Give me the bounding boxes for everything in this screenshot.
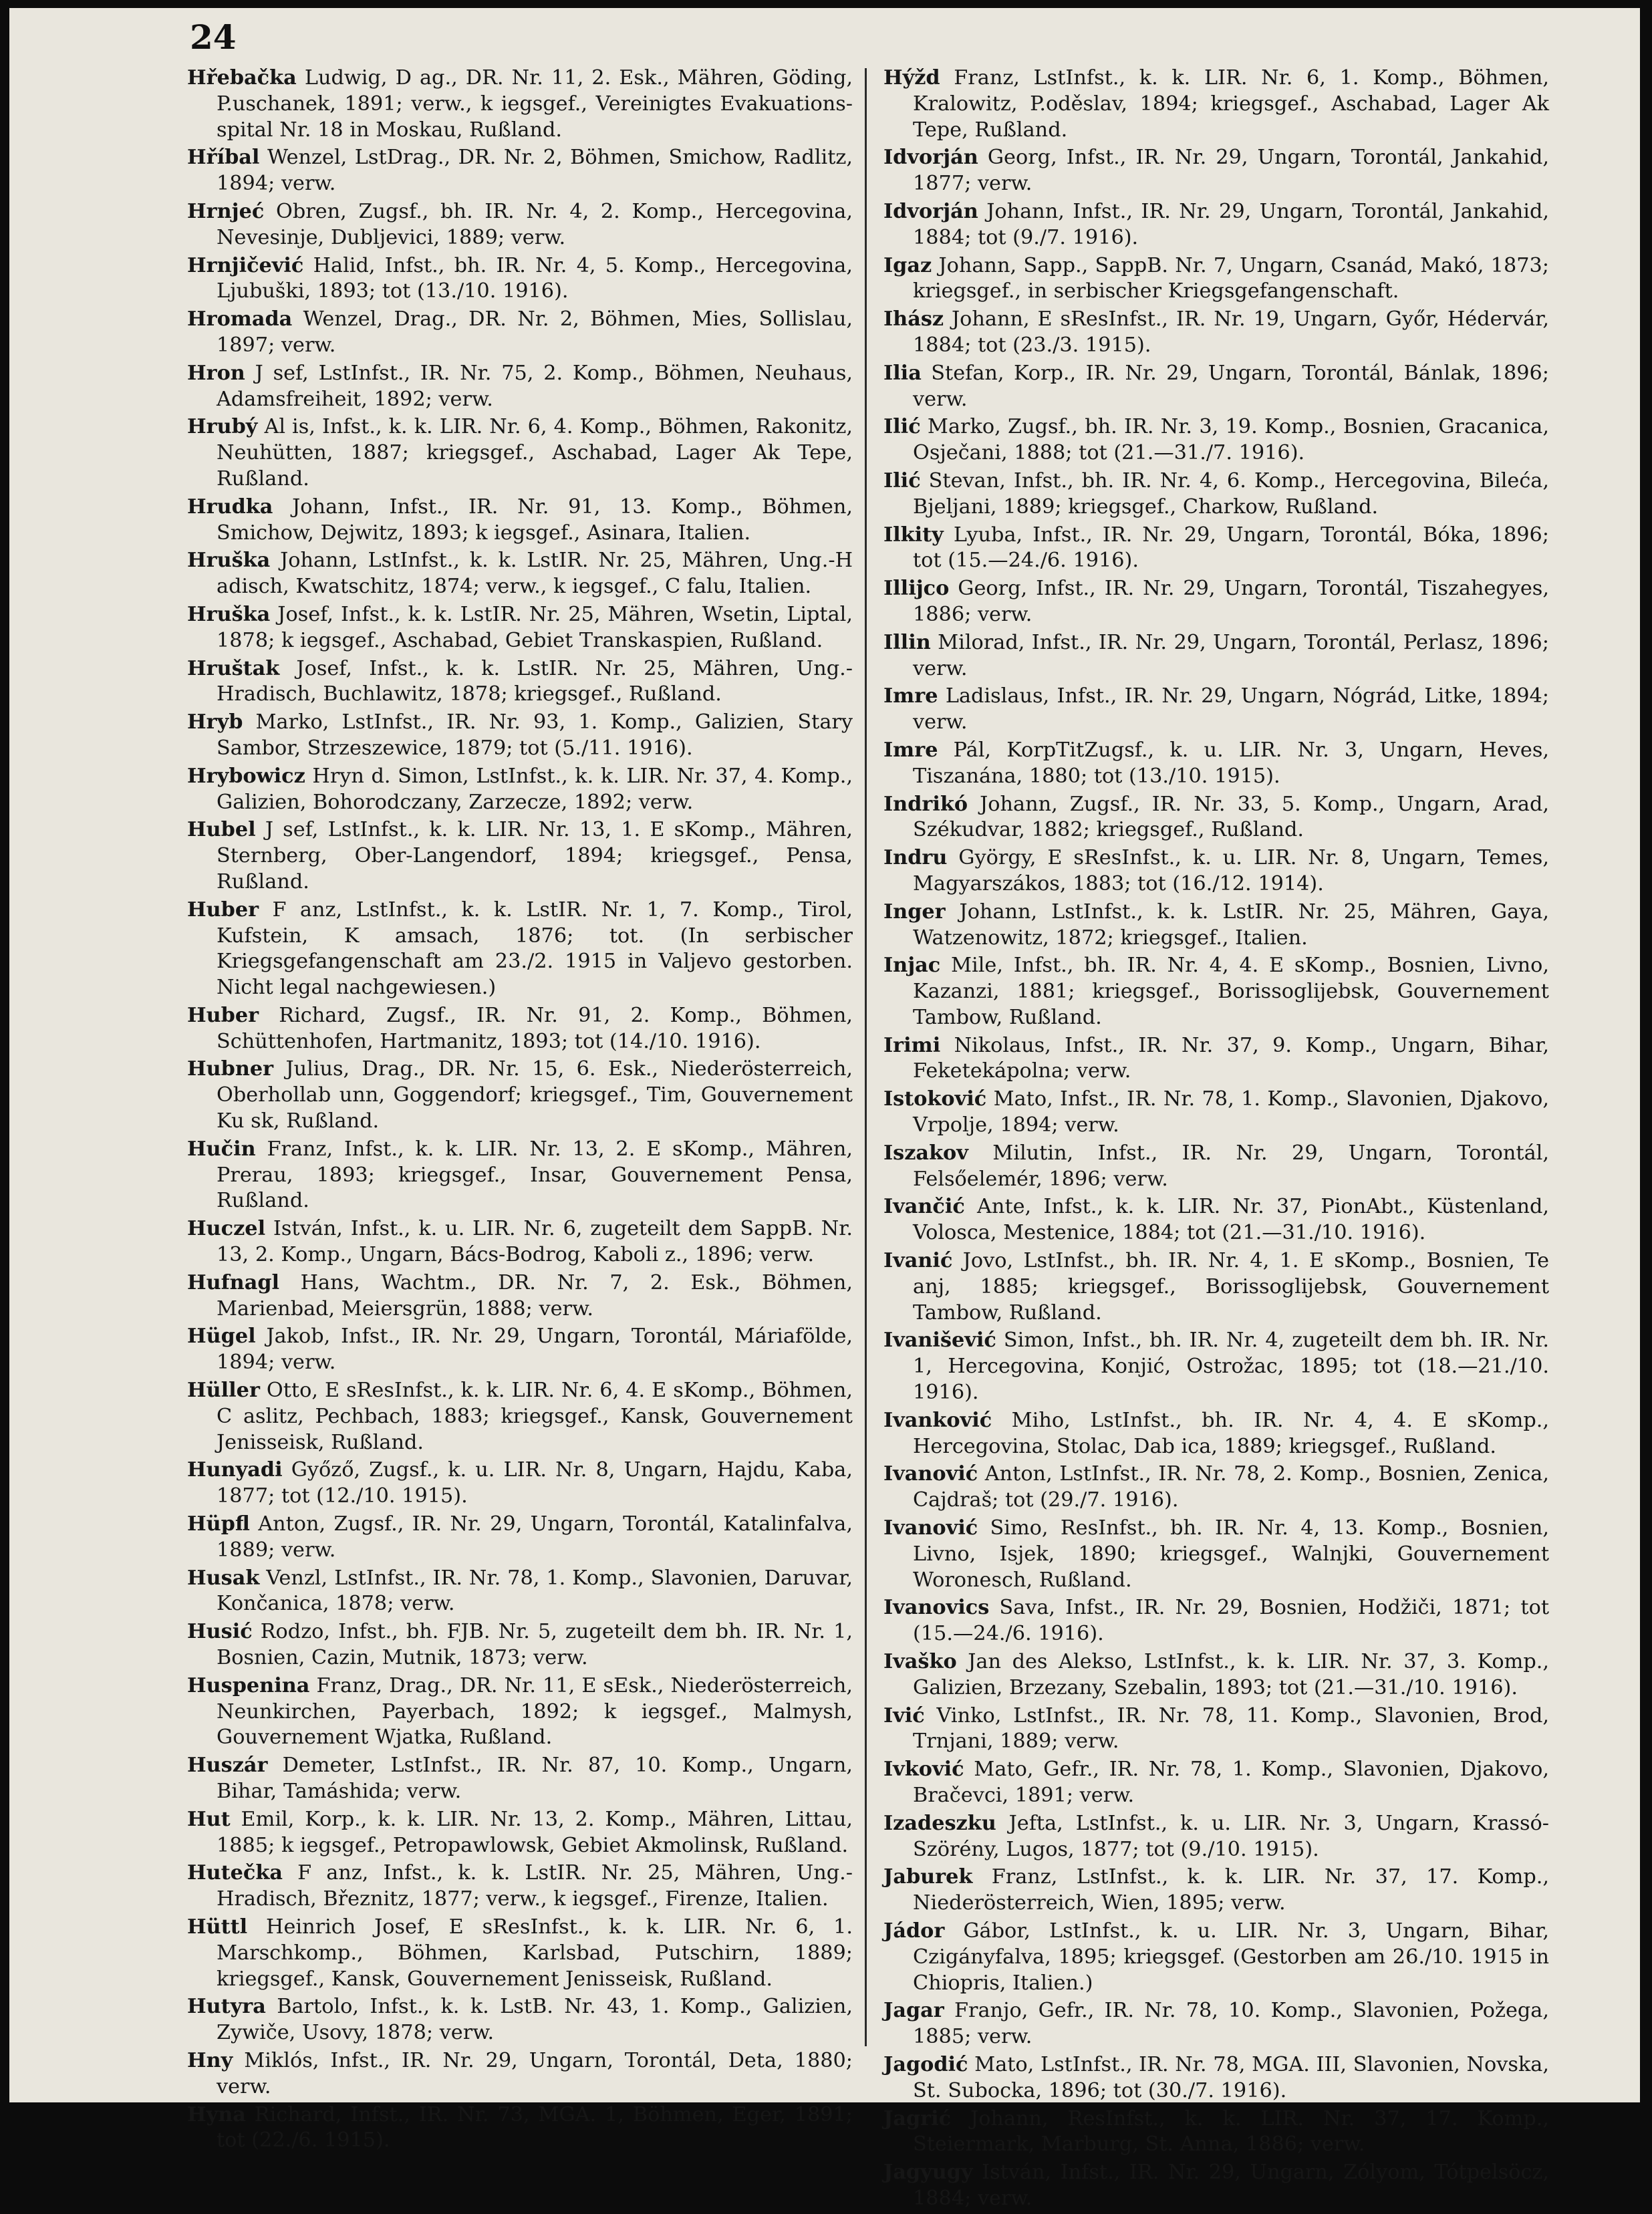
entry-details: Ladislaus, Infst., IR. Nr. 29, Ungarn, Nógrád, Litke, 1894; verw. xyxy=(913,684,1549,734)
list-entry xyxy=(187,1753,853,1805)
entry-details: Stevan, Infst., bh. IR. Nr. 4, 6. Komp., Hercegovina, Bileća, Bjeljani, 1889; kriegsgef., Charkow, Rußland. xyxy=(913,468,1549,519)
entry-surname: Hubner xyxy=(187,1057,274,1081)
entry-surname: Hrnjičević xyxy=(187,253,304,277)
entry-surname: Hromada xyxy=(187,307,293,331)
entry-surname: Indru xyxy=(883,846,948,870)
entry-details: Marko, Zugsf., bh. IR. Nr. 3, 19. Komp., Bosnien, Gracanica, Osječani, 1888; tot (21.—31./7. 1916). xyxy=(913,415,1549,465)
list-entry xyxy=(187,710,853,762)
entry-details: István, Infst., IR. Nr. 29, Ungarn, Zólyom, Tótpelsöcz, 1884; verw. xyxy=(913,2161,1549,2210)
entry-details: Rodzo, Infst., bh. FJB. Nr. 5, zugeteilt dem bh. IR. Nr. 1, Bosnien, Cazin, Mutnik, 1873; verw. xyxy=(217,1620,853,1670)
entry-surname: Irimi xyxy=(883,1033,941,1057)
entry-surname: Jaburek xyxy=(883,1865,973,1889)
entry-surname: Ivaško xyxy=(883,1650,957,1674)
right-column xyxy=(883,65,1549,2214)
entry-surname: Igaz xyxy=(883,253,932,277)
entry-details: Simon, Infst., bh. IR. Nr. 4, zugeteilt dem bh. IR. Nr. 1, Hercegovina, Konjić, Ostrožac, 1895; tot (18.—21./10. 1916). xyxy=(913,1329,1549,1405)
entry-details: Gábor, LstInfst., k. u. LIR. Nr. 3, Ungarn, Bihar, Czigányfalva, 1895; kriegsgef. (Gestorben am 26./10. 1915 in Chiopris, Italien.) xyxy=(913,1919,1549,1995)
list-entry xyxy=(883,684,1549,736)
entry-details: Bartolo, Infst., k. k. LstB. Nr. 43, 1. Komp., Galizien, Zywiče, Usovy, 1878; verw. xyxy=(217,1995,853,2045)
entry-surname: Ivanković xyxy=(883,1408,992,1432)
list-entry xyxy=(883,414,1549,466)
list-entry xyxy=(883,361,1549,413)
list-entry xyxy=(187,1003,853,1055)
entry-details: Mato, LstInfst., IR. Nr. 78, MGA. III, Slavonien, Novska, St. Subocka, 1896; tot (30./7. 1916). xyxy=(913,2052,1549,2102)
list-entry xyxy=(187,199,853,251)
entry-surname: Hyna xyxy=(187,2102,246,2126)
entry-surname: Hubel xyxy=(187,818,256,842)
list-entry xyxy=(187,1860,853,1913)
list-entry xyxy=(187,145,853,197)
list-entry xyxy=(883,1864,1549,1917)
entry-details: Hans, Wachtm., DR. Nr. 7, 2. Esk., Böhmen, Marienbad, Meiersgrün, 1888; verw. xyxy=(217,1270,853,1321)
entry-details: Vinko, LstInfst., IR. Nr. 78, 11. Komp., Slavonien, Brod, Trnjani, 1889; verw. xyxy=(913,1703,1549,1754)
entry-surname: Hučin xyxy=(187,1137,256,1161)
entry-details: Stefan, Korp., IR. Nr. 29, Ungarn, Torontál, Bánlak, 1896; verw. xyxy=(913,361,1549,411)
entry-surname: Ilić xyxy=(883,468,921,493)
entry-surname: Jagar xyxy=(883,1999,944,2023)
entry-surname: Jagyugy xyxy=(883,2161,973,2185)
entry-details: Milorad, Infst., IR. Nr. 29, Ungarn, Torontál, Perlasz, 1896; verw. xyxy=(913,630,1549,680)
entry-details: Venzl, LstInfst., IR. Nr. 78, 1. Komp., Slavonien, Daruvar, Končanica, 1878; verw. xyxy=(217,1566,853,1616)
entry-details: Jakob, Infst., IR. Nr. 29, Ungarn, Torontál, Máriafölde, 1894; verw. xyxy=(217,1325,853,1375)
entry-details: Heinrich Josef, E sResInfst., k. k. LIR. Nr. 6, 1. Marschkomp., Böhmen, Karlsbad, Putschirn, 1889; kriegsgef., Kansk, Gouvernement Jenisseisk, Rußland. xyxy=(217,1915,853,1991)
page-number: 24 xyxy=(190,17,237,57)
entry-surname: Ivančić xyxy=(883,1195,965,1219)
list-entry xyxy=(187,602,853,654)
entry-surname: Ivanovics xyxy=(883,1596,990,1620)
list-entry xyxy=(187,1915,853,1992)
entry-details: Johann, LstInfst., k. k. LstIR. Nr. 25, Mähren, Gaya, Watzenowitz, 1872; kriegsgef., Italien. xyxy=(913,900,1549,950)
entry-details: Josef, Infst., k. k. LstIR. Nr. 25, Mähren, Ung.-Hradisch, Buchlawitz, 1878; kriegsgef., Rußland. xyxy=(217,656,853,706)
entry-details: Milutin, Infst., IR. Nr. 29, Ungarn, Torontál, Felsőelemér, 1896; verw. xyxy=(913,1141,1549,1191)
entry-details: Franjo, Gefr., IR. Nr. 78, 10. Komp., Slavonien, Požega, 1885; verw. xyxy=(913,1999,1549,2049)
entry-surname: Hüttl xyxy=(187,1915,248,1939)
list-entry xyxy=(187,817,853,895)
entry-surname: Hut xyxy=(187,1807,231,1831)
entry-surname: Hutečka xyxy=(187,1861,283,1885)
list-entry xyxy=(883,953,1549,1030)
list-entry xyxy=(883,1033,1549,1085)
entry-details: Demeter, LstInfst., IR. Nr. 87, 10. Komp., Ungarn, Bihar, Tamáshida; verw. xyxy=(217,1754,853,1803)
list-entry xyxy=(187,1458,853,1510)
entry-details: Ante, Infst., k. k. LIR. Nr. 37, PionAbt., Küstenland, Volosca, Mestenice, 1884; tot (21.—31./10. 1916). xyxy=(913,1195,1549,1245)
list-entry xyxy=(883,468,1549,521)
list-entry xyxy=(187,1270,853,1323)
entry-surname: Injac xyxy=(883,954,941,978)
entry-details: Johann, E sResInfst., IR. Nr. 19, Ungarn, Győr, Hédervár, 1884; tot (23./3. 1915). xyxy=(913,307,1549,357)
entry-surname: Hrudka xyxy=(187,495,273,519)
entry-surname: Ivanišević xyxy=(883,1329,996,1353)
entry-details: F anz, Infst., k. k. LstIR. Nr. 25, Mähren, Ung.-Hradisch, Březnitz, 1877; verw., k iegsgef., Firenze, Italien. xyxy=(217,1861,853,1911)
list-entry xyxy=(187,1512,853,1564)
entry-surname: Huspenina xyxy=(187,1673,310,1697)
entry-details: Franz, LstInfst., k. k. LIR. Nr. 6, 1. Komp., Böhmen, Kralowitz, P.oděslav, 1894; kriegsgef., Aschabad, Lager Ak Tepe, Rußland. xyxy=(913,66,1549,142)
entry-surname: Indrikó xyxy=(883,792,968,816)
column-divider xyxy=(865,68,867,2046)
list-entry xyxy=(883,1328,1549,1405)
list-entry xyxy=(187,548,853,600)
list-entry xyxy=(883,1703,1549,1756)
entry-details: Emil, Korp., k. k. LIR. Nr. 13, 2. Komp., Mähren, Littau, 1885; k iegsgef., Petropawlowsk, Gebiet Akmolinsk, Rußland. xyxy=(217,1807,853,1857)
entry-details: Jan des Alekso, LstInfst., k. k. LIR. Nr. 37, 3. Komp., Galizien, Brzezany, Szebalin, 1893; tot (21.—31./10. 1916). xyxy=(913,1650,1549,1699)
entry-details: Johann, Infst., IR. Nr. 29, Ungarn, Torontál, Jankahid, 1884; tot (9./7. 1916). xyxy=(913,199,1549,249)
entry-surname: Ilić xyxy=(883,415,921,439)
list-entry xyxy=(187,1673,853,1751)
list-entry xyxy=(187,1994,853,2046)
entry-surname: Hrubý xyxy=(187,415,258,439)
entry-details: Sava, Infst., IR. Nr. 29, Bosnien, Hodžiči, 1871; tot (15.—24./6. 1916). xyxy=(913,1596,1549,1646)
entry-details: Johann, ResInfst., k. k. LIR. Nr. 37, 17. Komp., Steiermark, Marburg, St. Anna, 1886; verw. xyxy=(913,2106,1549,2157)
entry-details: Wenzel, Drag., DR. Nr. 2, Böhmen, Mies, Sollislau, 1897; verw. xyxy=(217,307,853,357)
entry-details: F anz, LstInfst., k. k. LstIR. Nr. 1, 7. Komp., Tirol, Kufstein, K amsach, 1876; tot. (In serbischer Kriegsgefangenschaft am 23./2. 1915 in Valjevo gestorben. Nicht legal nachgewiesen.) xyxy=(217,897,853,1000)
list-entry xyxy=(187,1807,853,1859)
entry-details: Franz, LstInfst., k. k. LIR. Nr. 37, 17. Komp., Niederösterreich, Wien, 1895; verw. xyxy=(913,1865,1549,1915)
list-entry xyxy=(187,253,853,305)
entry-surname: Istoković xyxy=(883,1087,987,1111)
list-entry xyxy=(883,1757,1549,1809)
entry-surname: Inger xyxy=(883,900,946,924)
entry-surname: Hříbal xyxy=(187,146,260,170)
entry-details: Marko, LstInfst., IR. Nr. 93, 1. Komp., Galizien, Stary Sambor, Strzeszewice, 1879; tot (5./11. 1916). xyxy=(217,710,853,760)
list-entry xyxy=(883,630,1549,682)
list-entry xyxy=(187,1216,853,1268)
entry-surname: Hutyra xyxy=(187,1995,266,2019)
entry-details: Pál, KorpTitZugsf., k. u. LIR. Nr. 3, Ungarn, Heves, Tiszanána, 1880; tot (13./10. 1915). xyxy=(913,738,1549,788)
entry-details: Johann, Zugsf., IR. Nr. 33, 5. Komp., Ungarn, Arad, Székudvar, 1882; kriegsgef., Rußland. xyxy=(913,792,1549,842)
entry-surname: Huber xyxy=(187,897,259,922)
list-entry xyxy=(883,792,1549,844)
list-entry xyxy=(187,495,853,547)
entry-details: Johann, LstInfst., k. k. LstIR. Nr. 25, Mähren, Ung.-H adisch, Kwatschitz, 1874; verw., k iegsgef., C falu, Italien. xyxy=(217,549,853,599)
entry-details: Wenzel, LstDrag., DR. Nr. 2, Böhmen, Smichow, Radlitz, 1894; verw. xyxy=(217,146,853,196)
entry-details: Győző, Zugsf., k. u. LIR. Nr. 8, Ungarn, Hajdu, Kaba, 1877; tot (12./10. 1915). xyxy=(217,1458,853,1508)
entry-details: Lyuba, Infst., IR. Nr. 29, Ungarn, Torontál, Bóka, 1896; tot (15.—24./6. 1916). xyxy=(913,523,1549,573)
entry-details: Josef, Infst., k. k. LstIR. Nr. 25, Mähren, Wsetin, Liptal, 1878; k iegsgef., Aschabad, Gebiet Transkaspien, Rußland. xyxy=(217,602,853,652)
list-entry xyxy=(883,145,1549,197)
list-entry xyxy=(883,1141,1549,1193)
list-entry xyxy=(883,1649,1549,1701)
entry-details: Halid, Infst., bh. IR. Nr. 4, 5. Komp., Hercegovina, Ljubuški, 1893; tot (13./10. 1916). xyxy=(217,253,853,303)
entry-details: Richard, Zugsf., IR. Nr. 91, 2. Komp., Böhmen, Schüttenhofen, Hartmanitz, 1893; tot (14./10. 1916). xyxy=(217,1003,853,1053)
list-entry xyxy=(883,1516,1549,1593)
entry-details: Miho, LstInfst., bh. IR. Nr. 4, 4. E sKomp., Hercegovina, Stolac, Dab ica, 1889; kriegsgef., Rußland. xyxy=(913,1408,1549,1458)
document-page xyxy=(9,8,1640,2210)
list-entry xyxy=(883,253,1549,305)
entry-surname: Jagodić xyxy=(883,2052,968,2076)
entry-details: J sef, LstInfst., k. k. LIR. Nr. 13, 1. E sKomp., Mähren, Sternberg, Ober-Langendorf, 1894; kriegsgef., Pensa, Rußland. xyxy=(217,818,853,893)
entry-details: Obren, Zugsf., bh. IR. Nr. 4, 2. Komp., Hercegovina, Nevesinje, Dubljevici, 1889; verw. xyxy=(217,199,853,249)
entry-details: Johann, Infst., IR. Nr. 91, 13. Komp., Böhmen, Smichow, Dejwitz, 1893; k iegsgef., Asinara, Italien. xyxy=(217,495,853,545)
list-entry xyxy=(187,1566,853,1618)
entry-details: Jovo, LstInfst., bh. IR. Nr. 4, 1. E sKomp., Bosnien, Te anj, 1885; kriegsgef., Borissoglijebsk, Gouvernement Tambow, Rußland. xyxy=(913,1249,1549,1325)
list-entry xyxy=(883,199,1549,251)
entry-details: Jefta, LstInfst., k. u. LIR. Nr. 3, Ungarn, Krassó-Szörény, Lugos, 1877; tot (9./10. 1915). xyxy=(913,1811,1549,1861)
list-entry xyxy=(187,2048,853,2100)
list-entry xyxy=(883,2052,1549,2104)
list-entry xyxy=(883,1087,1549,1139)
list-entry xyxy=(187,65,853,143)
left-column xyxy=(187,65,853,2156)
list-entry xyxy=(187,2102,853,2155)
entry-details: Otto, E sResInfst., k. k. LIR. Nr. 6, 4. E sKomp., Böhmen, C aslitz, Pechbach, 1883; kriegsgef., Kansk, Gouvernement Jenisseisk, Rußland. xyxy=(217,1379,853,1454)
entry-surname: Ihász xyxy=(883,307,944,331)
entry-surname: Hruška xyxy=(187,602,271,626)
entry-surname: Husak xyxy=(187,1566,260,1590)
entry-surname: Ivković xyxy=(883,1758,964,1782)
entry-details: Ludwig, D ag., DR. Nr. 11, 2. Esk., Mähren, Göding, P.uschanek, 1891; verw., k iegsgef., Vereinigtes Evakuations-spital Nr. 18 in Moskau, Rußland. xyxy=(217,66,853,142)
entry-details: Anton, LstInfst., IR. Nr. 78, 2. Komp., Bosnien, Zenica, Cajdraš; tot (29./7. 1916). xyxy=(913,1462,1549,1512)
list-entry xyxy=(883,1408,1549,1460)
entry-surname: Hruštak xyxy=(187,656,280,680)
entry-surname: Hron xyxy=(187,361,245,385)
list-entry xyxy=(883,1462,1549,1514)
list-entry xyxy=(187,1137,853,1214)
list-entry xyxy=(187,1324,853,1376)
entry-details: György, E sResInfst., k. u. LIR. Nr. 8, Ungarn, Temes, Magyarszákos, 1883; tot (16./12. 1914). xyxy=(913,846,1549,895)
entry-surname: Hufnagl xyxy=(187,1270,280,1294)
list-entry xyxy=(187,897,853,1001)
list-entry xyxy=(883,307,1549,359)
entry-surname: Jagrić xyxy=(883,2106,952,2130)
list-entry xyxy=(883,1919,1549,1996)
entry-details: Richard, Infst., IR. Nr. 73, MGA. 1, Böhmen, Eger, 1891; tot (22./6. 1915). xyxy=(217,2102,853,2153)
list-entry xyxy=(883,1194,1549,1246)
entry-details: Johann, Sapp., SappB. Nr. 7, Ungarn, Csanád, Makó, 1873; kriegsgef., in serbischer Kriegsgefangenschaft. xyxy=(913,253,1549,303)
list-entry xyxy=(883,1248,1549,1326)
list-entry xyxy=(187,1378,853,1456)
list-entry xyxy=(883,1595,1549,1647)
entry-surname: Husić xyxy=(187,1620,253,1644)
list-entry xyxy=(187,361,853,413)
list-entry xyxy=(883,2160,1549,2212)
entry-surname: Izadeszku xyxy=(883,1811,996,1835)
entry-surname: Hüller xyxy=(187,1379,260,1403)
entry-surname: Hny xyxy=(187,2048,233,2072)
list-entry xyxy=(187,656,853,708)
list-entry xyxy=(187,414,853,492)
entry-surname: Hýžd xyxy=(883,66,940,90)
list-entry xyxy=(883,1998,1549,2050)
entry-details: Nikolaus, Infst., IR. Nr. 37, 9. Komp., Ungarn, Bihar, Feketekápolna; verw. xyxy=(913,1033,1549,1083)
entry-details: Miklós, Infst., IR. Nr. 29, Ungarn, Torontál, Deta, 1880; verw. xyxy=(217,2048,853,2098)
entry-surname: Idvorján xyxy=(883,199,978,223)
entry-surname: Ivanović xyxy=(883,1462,978,1486)
entry-surname: Iszakov xyxy=(883,1141,968,1165)
entry-details: Julius, Drag., DR. Nr. 15, 6. Esk., Niederösterreich, Oberhollab unn, Goggendorf; kriegsgef., Tim, Gouvernement Ku sk, Rußland. xyxy=(217,1057,853,1133)
entry-details: Anton, Zugsf., IR. Nr. 29, Ungarn, Torontál, Katalinfalva, 1889; verw. xyxy=(217,1512,853,1562)
entry-surname: Ilia xyxy=(883,361,922,385)
list-entry xyxy=(883,576,1549,628)
list-entry xyxy=(883,65,1549,143)
entry-surname: Hryb xyxy=(187,710,243,734)
entry-surname: Ilkity xyxy=(883,523,944,547)
entry-details: Georg, Infst., IR. Nr. 29, Ungarn, Torontál, Jankahid, 1877; verw. xyxy=(913,146,1549,196)
entry-details: Al is, Infst., k. k. LIR. Nr. 6, 4. Komp., Böhmen, Rakonitz, Neuhütten, 1887; kriegsgef., Aschabad, Lager Ak Tepe, Rußland. xyxy=(217,415,853,491)
entry-details: Mato, Infst., IR. Nr. 78, 1. Komp., Slavonien, Djakovo, Vrpolje, 1894; verw. xyxy=(913,1087,1549,1137)
entry-surname: Hrnjeć xyxy=(187,199,265,223)
entry-surname: Hřebačka xyxy=(187,66,297,90)
entry-details: Mato, Gefr., IR. Nr. 78, 1. Komp., Slavonien, Djakovo, Bračevci, 1891; verw. xyxy=(913,1758,1549,1807)
list-entry xyxy=(187,307,853,359)
entry-surname: Ivanović xyxy=(883,1516,978,1540)
entry-details: Simo, ResInfst., bh. IR. Nr. 4, 13. Komp., Bosnien, Livno, Isjek, 1890; kriegsgef., Walnjki, Gouvernement Woronesch, Rußland. xyxy=(913,1516,1549,1592)
list-entry xyxy=(883,900,1549,952)
entry-surname: Huszár xyxy=(187,1754,268,1778)
entry-surname: Hunyadi xyxy=(187,1458,283,1482)
entry-surname: Idvorján xyxy=(883,146,978,170)
list-entry xyxy=(187,764,853,816)
list-entry xyxy=(883,1811,1549,1863)
entry-details: J sef, LstInfst., IR. Nr. 75, 2. Komp., Böhmen, Neuhaus, Adamsfreiheit, 1892; verw. xyxy=(217,361,853,411)
list-entry xyxy=(883,523,1549,575)
entry-surname: Huczel xyxy=(187,1217,266,1241)
entry-surname: Illin xyxy=(883,630,931,654)
entry-details: István, Infst., k. u. LIR. Nr. 6, zugeteilt dem SappB. Nr. 13, 2. Komp., Ungarn, Bács-Bodrog, Kaboli z., 1896; verw. xyxy=(217,1217,853,1267)
entry-details: Mile, Infst., bh. IR. Nr. 4, 4. E sKomp., Bosnien, Livno, Kazanzi, 1881; kriegsgef., Borissoglijebsk, Gouvernement Tambow, Rußland. xyxy=(913,954,1549,1029)
entry-surname: Hüpfl xyxy=(187,1512,250,1536)
entry-details: Georg, Infst., IR. Nr. 29, Ungarn, Torontál, Tiszahegyes, 1886; verw. xyxy=(913,577,1549,626)
entry-surname: Jádor xyxy=(883,1919,945,1943)
entry-surname: Ivanić xyxy=(883,1249,953,1273)
entry-details: Franz, Infst., k. k. LIR. Nr. 13, 2. E sKomp., Mähren, Prerau, 1893; kriegsgef., Insar, Gouvernement Pensa, Rußland. xyxy=(217,1137,853,1213)
list-entry xyxy=(883,845,1549,897)
list-entry xyxy=(883,2106,1549,2159)
list-entry xyxy=(187,1619,853,1671)
entry-surname: Hügel xyxy=(187,1325,256,1349)
entry-surname: Hrybowicz xyxy=(187,764,305,788)
entry-surname: Imre xyxy=(883,738,938,762)
entry-details: Hryn d. Simon, LstInfst., k. k. LIR. Nr. 37, 4. Komp., Galizien, Bohorodczany, Zarzecze, 1892; verw. xyxy=(217,764,853,814)
entry-surname: Huber xyxy=(187,1003,259,1027)
entry-surname: Imre xyxy=(883,684,938,708)
entry-details: Franz, Drag., DR. Nr. 11, E sEsk., Niederösterreich, Neunkirchen, Payerbach, 1892; k iegsgef., Malmysh, Gouvernement Wjatka, Rußland. xyxy=(217,1673,853,1750)
entry-surname: Illijco xyxy=(883,577,950,601)
list-entry xyxy=(187,1057,853,1134)
entry-surname: Hruška xyxy=(187,549,271,573)
entry-surname: Ivić xyxy=(883,1703,925,1727)
list-entry xyxy=(883,738,1549,790)
